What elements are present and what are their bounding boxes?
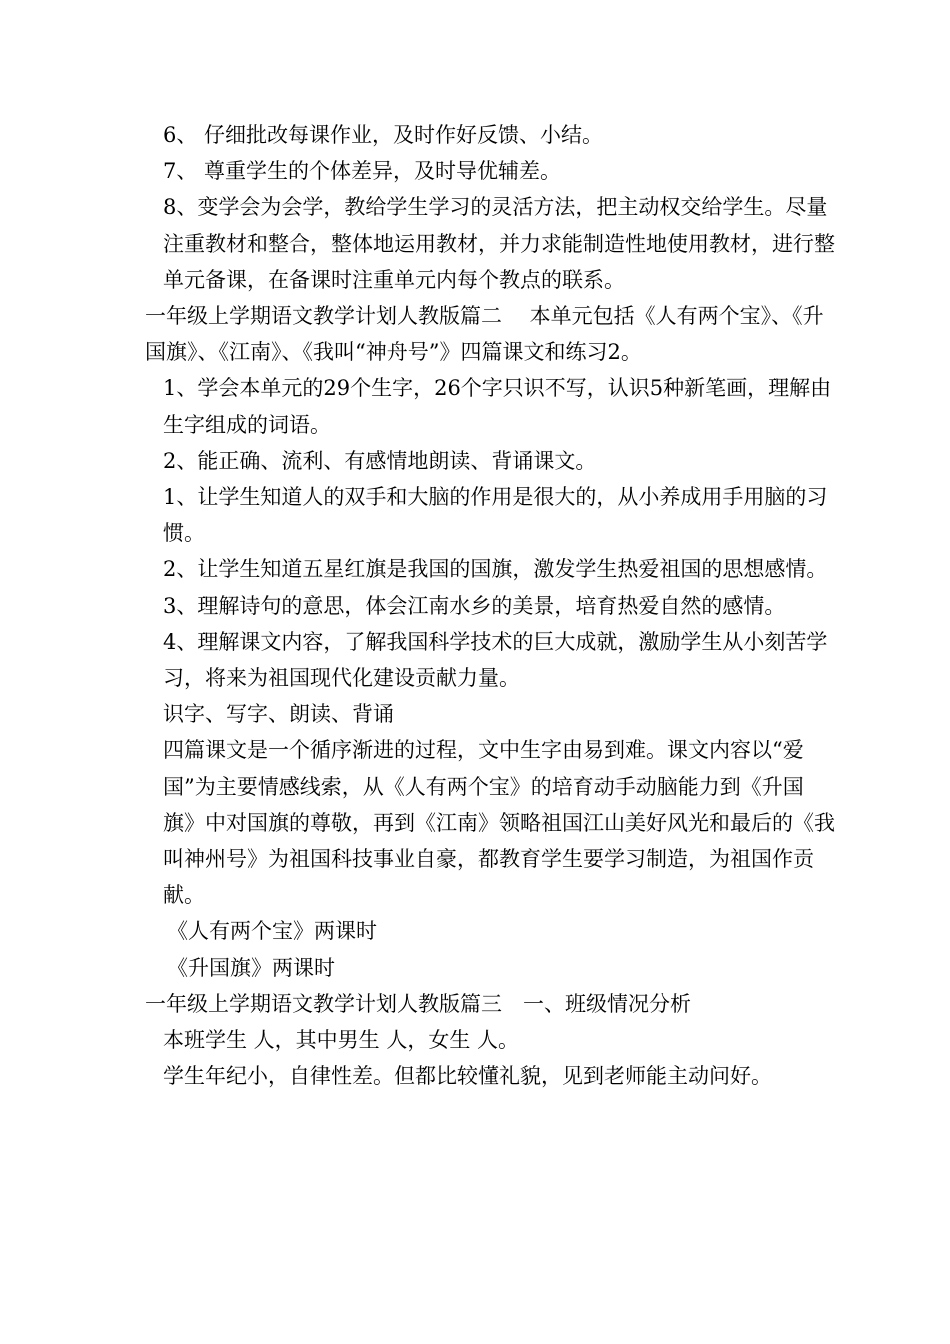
paragraph: 2、能正确、流利、有感情地朗读、背诵课文。 — [163, 448, 597, 473]
document-body — [145, 117, 835, 1094]
paragraph: 6、 仔细批改每课作业，及时作好反馈、小结。 — [163, 123, 604, 147]
paragraph: 4、理解课文内容，了解我国科学技术的巨大成就，激励学生从小刻苦学习，将来为祖国现代化建设贡献力量。 — [163, 629, 828, 691]
paragraph: 1、让学生知道人的双手和大脑的作用是很大的，从小养成用手用脑的习惯。 — [163, 485, 828, 546]
paragraph: 8、变学会为会学，教给学生学习的灵活方法，把主动权交给学生。尽量注重教材和整合，整体地运用教材，并力求能制造性地使用教材，进行整单元备课，在备课时注重单元内每个教点的联系。 — [163, 195, 835, 292]
paragraph: 识字、写字、朗读、背诵 — [163, 702, 394, 727]
paragraph: 本班学生 人，其中男生 人，女生 人。 — [163, 1028, 520, 1053]
paragraph: 《升国旗》两课时 — [167, 955, 335, 980]
paragraph: 1、学会本单元的29个生字，26个字只识不写，认识5种新笔画，理解由生字组成的词语。 — [163, 376, 832, 437]
paragraph: 四篇课文是一个循序渐进的过程，文中生字由易到难。课文内容以“爱国”为主要情感线索，从《人有两个宝》的培育动手动脑能力到《升国旗》中对国旗的尊敬，再到《江南》领略祖国江山美好风光和最后的《我叫神州号》为祖国科技事业自豪，都教育学生要学习制造，为祖国作贡献。 — [163, 738, 835, 908]
paragraph: 学生年纪小，自律性差。但都比较懂礼貌，见到老师能主动问好。 — [163, 1064, 772, 1089]
paragraph: 《人有两个宝》两课时 — [167, 919, 377, 944]
paragraph: 3、理解诗句的意思，体会江南水乡的美景，培育热爱自然的感情。 — [163, 593, 786, 618]
section-heading: 一年级上学期语文教学计划人教版篇二 本单元包括《人有两个宝》、《升国旗》、《江南》、《我叫“神舟号”》四篇课文和练习2。 — [145, 304, 824, 365]
paragraph: 7、 尊重学生的个体差异，及时导优辅差。 — [163, 159, 562, 184]
paragraph: 2、让学生知道五星红旗是我国的国旗，激发学生热爱祖国的思想感情。 — [163, 557, 828, 582]
section-heading: 一年级上学期语文教学计划人教版篇三 一、班级情况分析 — [145, 991, 691, 1016]
